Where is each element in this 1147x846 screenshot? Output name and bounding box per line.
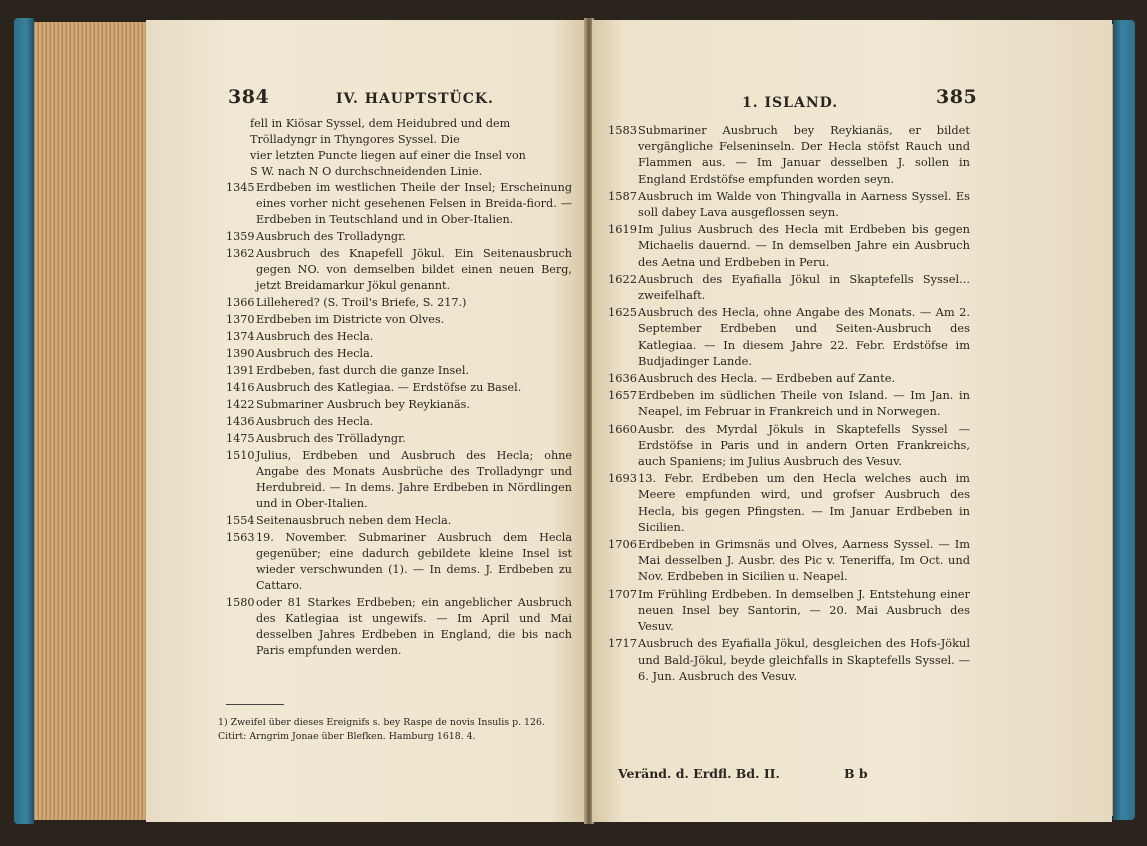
entry-text: Ausbr. des Myrdal Jökuls in Skaptefells Syssel — Erdstöfse in Paris und in andern Orten Frankreichs, auch Spaniens; im Julius Ausbruch des Vesuv. <box>638 421 970 469</box>
chronicle-entry <box>226 530 572 594</box>
entry-year: 1391 <box>226 364 255 377</box>
entry-year: 1362 <box>226 247 255 260</box>
right-page-number: 385 <box>936 86 978 108</box>
entry-year: 1359 <box>226 230 255 243</box>
entry-year: 1436 <box>226 415 255 428</box>
entry-text: 13. Febr. Erdbeben um den Hecla welches auch im Meere empfunden wird, und grofser Ausbruch des Hecla, bis gegen Pfingsten. — Im Januar Erdbeben in Sicilien. <box>638 471 970 534</box>
entry-text: Erdbeben in Grimsnäs und Olves, Aarness Syssel. — Im Mai desselben J. Ausbr. des Pic v. Teneriffa, Im Oct. und Nov. Erdbeben in Sicilien u. Neapel. <box>638 537 970 584</box>
entry-text: 19. November. Submariner Ausbruch dem Hecla gegenüber; eine dadurch gebildete kleine Insel ist wieder verschwunden (1). — In dems. J. Erdbeben zu Cattaro. <box>256 531 572 592</box>
chronicle-entry <box>226 397 572 413</box>
entry-year: 1390 <box>226 347 255 360</box>
entry-year: 1657 <box>608 388 637 403</box>
entry-text: Erdbeben im südlichen Theile von Island. — Im Jan. in Neapel, im Februar in Frankreich und in Norwegen. <box>638 388 970 419</box>
entry-text: Im Frühling Erdbeben. In demselben J. Entstehung einer neuen Insel bey Santorin, — 20. Mai Ausbruch des Vesuv. <box>638 586 970 634</box>
entry-text: Ausbruch des Trolladyngr. <box>256 230 406 243</box>
page-edges-left <box>34 22 146 820</box>
intro-line: S W. nach N O durchschneidenden Linie. <box>250 165 483 178</box>
left-entries <box>226 180 572 660</box>
entry-text: Ausbruch des Hecla. <box>256 347 374 360</box>
entry-text: Ausbruch des Hecla. <box>256 330 374 343</box>
entry-year: 1510 <box>226 449 255 462</box>
entry-year: 1707 <box>608 586 637 601</box>
entry-text: Julius, Erdbeben und Ausbruch des Hecla; ohne Angabe des Monats Ausbrüche des Trolladyngr und Herdubreid. — In dems. Jahre Erdbeben in Nördlingen und in Ober-Italien. <box>256 449 572 510</box>
chronicle-entry <box>608 536 970 585</box>
chronicle-entry <box>608 586 970 635</box>
left-page <box>146 20 586 822</box>
chronicle-entry <box>608 304 970 369</box>
left-intro <box>250 116 568 180</box>
entry-year: 1422 <box>226 398 255 411</box>
entry-year: 1706 <box>608 537 637 552</box>
entry-year: 1366 <box>226 296 255 309</box>
chronicle-entry <box>226 363 572 379</box>
chronicle-entry <box>608 387 970 419</box>
entry-text: Ausbruch des Trölladyngr. <box>256 432 406 445</box>
left-page-number: 384 <box>228 86 270 108</box>
entry-year: 1416 <box>226 381 255 394</box>
chronicle-entry <box>226 431 572 447</box>
chronicle-entry <box>226 295 572 311</box>
chronicle-entry <box>226 229 572 245</box>
chronicle-entry <box>608 221 970 270</box>
entry-year: 1345 <box>226 181 255 194</box>
chronicle-entry <box>608 122 970 187</box>
book-cover-left <box>14 18 34 824</box>
chronicle-entry <box>226 513 572 529</box>
entry-text: Submariner Ausbruch bey Reykianäs, er bildet vergängliche Felseninseln. Der Hecla stöfst Rauch und Flammen aus. — Im Januar desselben J. sollen in England Erdstöfse empfunden worden seyn. <box>638 123 970 186</box>
entry-text: Submariner Ausbruch bey Reykianäs. <box>256 398 470 411</box>
chronicle-entry <box>226 246 572 294</box>
entry-text: Ausbruch des Hecla, ohne Angabe des Monats. — Am 2. September Erdbeben und Seiten-Ausbruch des Katlegiaa. — In diesem Jahre 22. Febr. Erdstöfse im Budjadinger Lande. <box>638 305 970 368</box>
chronicle-entry <box>226 595 572 659</box>
entry-year: 1660 <box>608 421 637 436</box>
signature-line: Veränd. d. Erdfl. Bd. II. <box>618 766 780 781</box>
entry-year: 1554 <box>226 514 255 527</box>
chronicle-entry <box>226 448 572 512</box>
left-page-header: IV. HAUPTSTÜCK. <box>336 91 494 107</box>
entry-year: 1370 <box>226 313 255 326</box>
entry-text: Ausbruch des Katlegiaa. — Erdstöfse zu Basel. <box>256 381 522 394</box>
entry-text: Ausbruch im Walde von Thingvalla in Aarness Syssel. Es soll dabey Lava ausgeflossen seyn. <box>638 188 970 220</box>
chronicle-entry <box>226 346 572 362</box>
entry-year: 1622 <box>608 271 637 286</box>
intro-line: fell in Kiösar Syssel, dem Heidubred und dem <box>250 117 511 130</box>
intro-line: vier letzten Puncte liegen auf einer die Insel von <box>250 149 526 162</box>
right-entries <box>608 122 970 685</box>
chronicle-entry <box>226 180 572 228</box>
intro-line: Trölladyngr in Thyngores Syssel. Die <box>250 133 460 146</box>
entry-text: Seitenausbruch neben dem Hecla. <box>256 514 452 527</box>
entry-text: Ausbruch des Eyafialla Jökul in Skaptefells Syssel... zweifelhaft. <box>638 271 970 303</box>
entry-text: Erdbeben, fast durch die ganze Insel. <box>256 364 470 377</box>
entry-year: 1625 <box>608 305 637 320</box>
chronicle-entry <box>608 271 970 303</box>
chronicle-entry <box>226 380 572 396</box>
entry-text: Im Julius Ausbruch des Hecla mit Erdbeben bis gegen Michaelis dauernd. — In demselben Jahre ein Ausbruch des Aetna und Erdbeben in Peru. <box>638 222 970 269</box>
entry-text: Ausbruch des Hecla. — Erdbeben auf Zante. <box>638 371 896 386</box>
entry-text: oder 81 Starkes Erdbeben; ein angeblicher Ausbruch des Katlegiaa ist ungewifs. — Im April und Mai desselben Jahres Erdbeben in England, die bis nach Paris empfunden werden. <box>256 596 572 657</box>
chronicle-entry <box>608 188 970 220</box>
entry-year: 1563 <box>226 531 255 544</box>
entry-text: Ausbruch des Knapefell Jökul. Ein Seitenausbruch gegen NO. von demselben bildet einen neuen Berg, jetzt Breidamarkur Jökul genannt. <box>256 247 572 292</box>
entry-year: 1636 <box>608 371 637 386</box>
entry-text: Erdbeben im westlichen Theile der Insel; Erscheinung eines vorher nicht gesehenen Felsen in Breida-fiord. — Erdbeben in Teutschland und in Ober-Italien. <box>256 181 572 226</box>
right-page-header: 1. ISLAND. <box>742 95 839 111</box>
chronicle-entry <box>226 312 572 328</box>
entry-year: 1619 <box>608 222 637 237</box>
chronicle-entry <box>226 329 572 345</box>
footnote: 1) Zweifel über dieses Ereignifs s. bey Raspe de novis Insulis p. 126. Citirt: Arngrim Jonae über Blefken. Hamburg 1618. 4. <box>218 717 545 742</box>
entry-text: Ausbruch des Hecla. <box>256 415 374 428</box>
entry-year: 1580 <box>226 596 255 609</box>
entry-text: Erdbeben im Districte von Olves. <box>256 313 445 326</box>
book-cover-right <box>1113 20 1135 820</box>
chronicle-entry <box>608 370 970 386</box>
entry-year: 1587 <box>608 188 637 203</box>
right-page <box>592 20 1112 822</box>
chronicle-entry <box>608 421 970 470</box>
signature-mark: B b <box>844 766 868 781</box>
entry-year: 1693 <box>608 471 637 486</box>
chronicle-entry <box>608 470 970 535</box>
entry-text: Lillehered? (S. Troil's Briefe, S. 217.) <box>256 296 467 309</box>
entry-text: Ausbruch des Eyafialla Jökul, desgleichen des Hofs-Jökul und Bald-Jökul, beyde gleichfalls in Skaptefells Syssel. — 6. Jun. Ausbruch des Vesuv. <box>638 636 970 683</box>
chronicle-entry <box>226 414 572 430</box>
entry-year: 1583 <box>608 123 637 137</box>
footnote-rule <box>226 704 284 705</box>
entry-year: 1475 <box>226 432 255 445</box>
entry-year: 1374 <box>226 330 255 343</box>
entry-year: 1717 <box>608 636 637 651</box>
chronicle-entry <box>608 635 970 684</box>
